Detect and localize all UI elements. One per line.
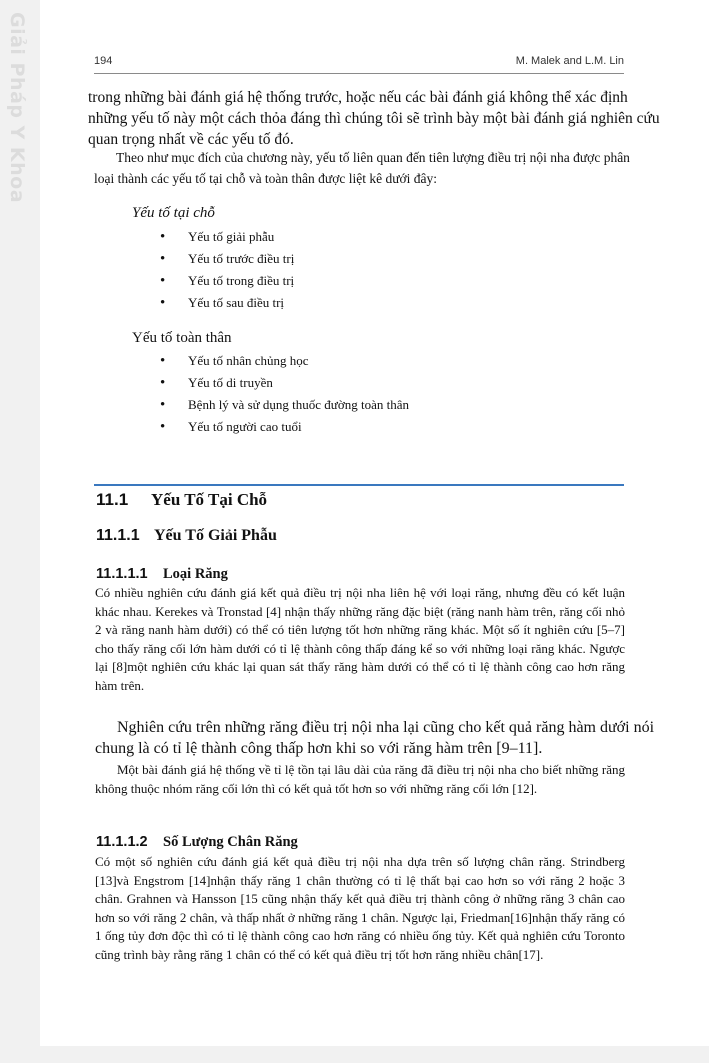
section-title: Yếu Tố Tại Chỗ (151, 490, 268, 509)
intro-paragraph: trong những bài đánh giá hệ thống trước, hoặc nếu các bài đánh giá không thể xác định những yếu tố này một cách thỏa đáng thì chúng tôi sẽ trình bày một bài đánh giá nghiên cứu quan trọng nhất về các yếu tố đó. (88, 89, 660, 148)
header-rule (94, 73, 624, 74)
tooth-type-paragraph-3: Một bài đánh giá hệ thống về tỉ lệ tồn tại lâu dài của răng đã điều trị nội nha cho biết những răng không thuộc nhóm răng cối lớn thì có kết quả tốt hơn so với những răng cối lớn [12]. (95, 762, 625, 796)
list-item: • Yếu tố nhân chủng học (160, 351, 409, 373)
section-heading (96, 490, 267, 510)
section-rule (94, 484, 624, 486)
local-factors-list (160, 227, 294, 315)
watermark: Giải Pháp Y Khoa (6, 12, 28, 204)
list-item: • Bệnh lý và sử dụng thuốc đường toàn thân (160, 395, 409, 417)
tooth-type-number: 11.1.1.1 (96, 566, 148, 582)
section-number: 11.1 (96, 490, 129, 509)
subsection-heading (96, 527, 277, 545)
tooth-type-title: Loại Răng (163, 566, 228, 582)
subsection-title: Yếu Tố Giải Phẫu (154, 527, 277, 544)
systemic-factors-list (160, 351, 409, 439)
list-item: • Yếu tố người cao tuổi (160, 417, 409, 439)
list-item: • Yếu tố sau điều trị (160, 293, 294, 315)
tooth-type-paragraph-2: Nghiên cứu trên những răng điều trị nội nha lại cũng cho kết quả răng hàm dưới nói chung là có tỉ lệ thành công thấp hơn khi so với răng hàm trên [9–11]. (95, 719, 655, 757)
page-bottom-strip (0, 1046, 709, 1063)
list-item: • Yếu tố trong điều trị (160, 271, 294, 293)
list-item: • Yếu tố di truyền (160, 373, 409, 395)
running-header-authors: M. Malek and L.M. Lin (515, 55, 624, 67)
classification-paragraph: Theo như mục đích của chương này, yếu tố liên quan đến tiên lượng điều trị nội nha được phân loại thành các yếu tố tại chỗ và toàn thân được liệt kê dưới đây: (94, 150, 630, 186)
tooth-type-heading (96, 566, 228, 583)
local-factors-label: Yếu tố tại chỗ (132, 205, 215, 221)
root-count-paragraph-1: Có một số nghiên cứu đánh giá kết quả điều trị nội nha dựa trên số lượng chân răng. Strindberg [13]và Engstrom [14]nhận thấy răng 1 chân thường có tỉ lệ thất bại cao hơn so với răng 2 hoặc 3 chân. Grahnen và Hansson [15 cũng nhận thấy kết quả điều trị thành công ở những răng 3 chân cao hơn so với răng 2 chân, và thấp nhất ở những răng 1 chân. Ngược lại, Friedman[16]nhận thấy răng có 1 ống tủy đơn độc thì có tỉ lệ thành công cao hơn răng có nhiều ống tủy. Kết quả nghiên cứu Toronto cũng trình bày rằng răng 1 chân có thể có kết quả điều trị tốt hơn răng nhiều chân[17]. (95, 854, 625, 962)
tooth-type-paragraph-1: Có nhiều nghiên cứu đánh giá kết quả điều trị nội nha liên hệ với loại răng, nhưng đều có kết luận khác nhau. Kerekes và Tronstad [4] nhận thấy những răng đặc biệt (răng nanh hàm trên, răng cối nhỏ 2 và răng nanh hàm dưới) có thể có tiên lượng tốt hơn những răng khác. Một số ít nghiên cứu [5–7] cho thấy răng cối lớn hàm dưới có tỉ lệ thành công thấp đáng kể so với những loại răng khác. Ngược lại [8]một nghiên cứu khác lại quan sát thấy răng hàm dưới có thể có tỉ lệ thành công cao hơn răng hàm trên. (95, 585, 625, 693)
list-item: • Yếu tố giải phẫu (160, 227, 294, 249)
list-item: • Yếu tố trước điều trị (160, 249, 294, 271)
systemic-factors-label: Yếu tố toàn thân (132, 330, 232, 346)
subsection-number: 11.1.1 (96, 527, 140, 544)
page-number: 194 (94, 55, 113, 67)
root-count-title: Số Lượng Chân Răng (163, 834, 298, 850)
root-count-number: 11.1.1.2 (96, 834, 148, 850)
root-count-heading (96, 834, 298, 851)
